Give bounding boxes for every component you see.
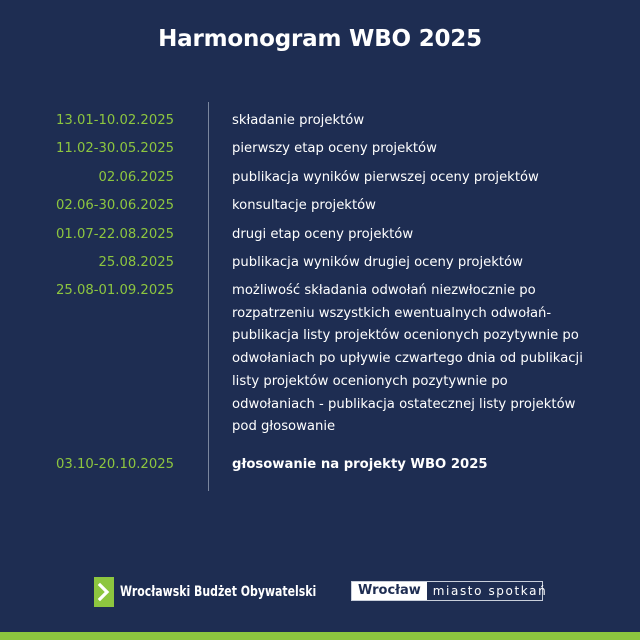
city-logo-tagline: miasto spotkań (432, 584, 548, 598)
schedule-description: pierwszy etap oceny projektów (232, 141, 437, 156)
schedule-date: 02.06-30.06.2025 (55, 198, 174, 213)
schedule-date: 01.07-22.08.2025 (55, 227, 174, 242)
page-title: Harmonogram WBO 2025 (158, 26, 482, 52)
schedule-description: składanie projektów (232, 113, 365, 128)
city-logo (351, 581, 548, 601)
schedule-description: publikacja wyników pierwszej oceny projektów (232, 170, 539, 185)
schedule-description: możliwość składania odwołań niezwłocznie po rozpatrzeniu wszystkich ewentualnych odwołań- publikacja listy projektów ocenionych pozytywnie po odwołaniach po upływie czwartego dnia od publikacji listy projektów ocenionych pozytywnie po odwołaniach - publikacja ostatecznej listy projektów pod głosowanie (232, 283, 583, 435)
city-logo-name: Wrocław (352, 582, 427, 600)
schedule-date: 13.01-10.02.2025 (55, 113, 174, 128)
schedule-description: konsultacje projektów (232, 198, 376, 213)
wbo-logo (94, 577, 372, 607)
schedule-description: drugi etap oceny projektów (232, 227, 414, 242)
chevron-right-icon (94, 577, 114, 607)
schedule-date: 03.10-20.10.2025 (55, 457, 174, 472)
schedule-description: głosowanie na projekty WBO 2025 (232, 457, 488, 472)
schedule-date: 02.06.2025 (98, 170, 174, 185)
schedule-description: publikacja wyników drugiej oceny projektów (232, 255, 523, 270)
timeline-divider (208, 102, 209, 491)
schedule-date: 25.08.2025 (98, 255, 174, 270)
schedule-date: 11.02-30.05.2025 (55, 141, 174, 156)
bottom-accent-bar (0, 632, 640, 640)
schedule-date: 25.08-01.09.2025 (55, 283, 174, 298)
wbo-logo-text: Wrocławski Budżet Obywatelski (120, 584, 317, 600)
